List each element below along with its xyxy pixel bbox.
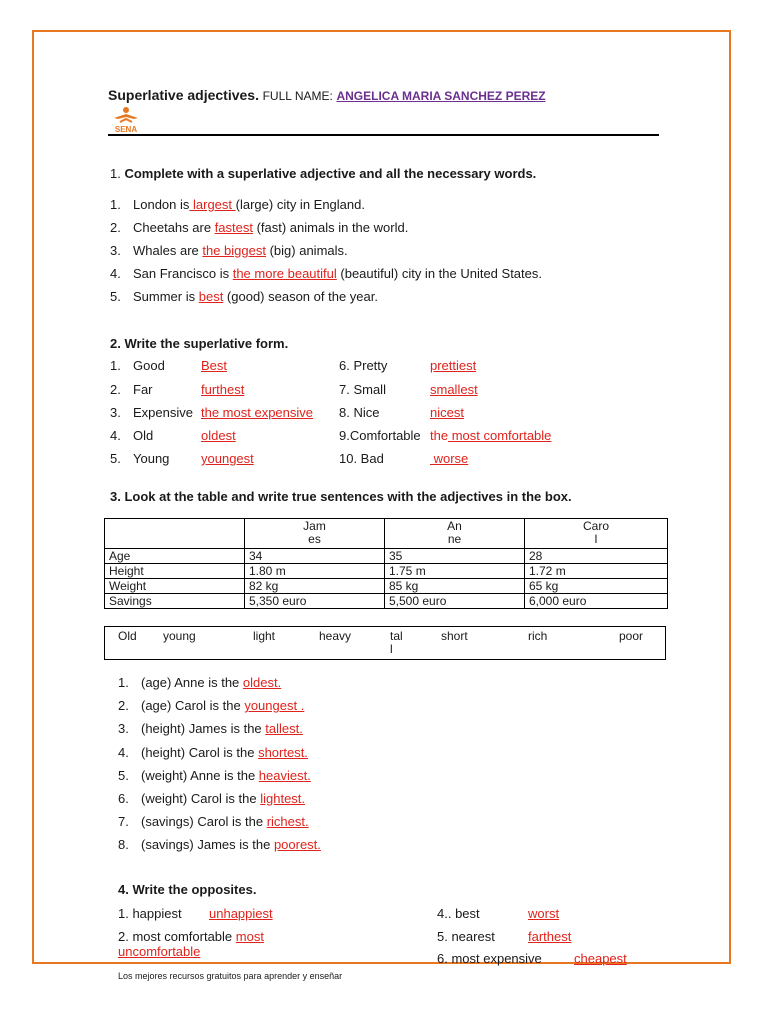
box-word-wrap: l <box>390 642 393 656</box>
item-word: Old <box>133 428 154 443</box>
list-item <box>339 405 464 421</box>
answer: unhappiest <box>209 906 273 921</box>
item-number: 4. <box>110 428 121 443</box>
answer: smallest <box>430 382 478 397</box>
footer-text: Los mejores recursos gratuitos para aprender y enseñar <box>118 971 343 981</box>
item-text-pre: London is <box>133 197 190 212</box>
list-item <box>118 929 264 945</box>
header-line: Caro <box>582 519 609 533</box>
item-number: 3. <box>110 243 121 258</box>
box-word: short <box>441 629 468 643</box>
item-word: 8. Nice <box>339 405 380 420</box>
item-text-post: (big) animals. <box>265 243 348 258</box>
table-cell: Height <box>105 564 245 579</box>
table-cell: 1.72 m <box>525 564 668 579</box>
list-item <box>110 451 254 467</box>
item-word: 6. Pretty <box>339 358 388 373</box>
item-word: 6. most expensive <box>437 951 542 966</box>
item-number: 2. <box>110 220 121 235</box>
table-cell: 5,500 euro <box>385 594 525 609</box>
list-item <box>118 745 308 761</box>
item-word: 4.. best <box>437 906 480 921</box>
item-word: Far <box>133 382 153 397</box>
item-text-pre: (height) Carol is the <box>141 744 259 760</box>
answer: most comfortable <box>448 428 552 443</box>
table-header <box>105 519 245 549</box>
table-cell: 65 kg <box>525 579 668 594</box>
answer: the more beautiful <box>232 266 337 281</box>
item-word: 10. Bad <box>339 451 384 466</box>
answer: the biggest <box>202 243 266 258</box>
section4-heading: 4. Write the opposites. <box>118 882 257 897</box>
item-text-pre: (age) Carol is the <box>141 698 245 714</box>
table-row <box>105 594 668 609</box>
item-number: 4. <box>118 744 129 760</box>
box-word: tal <box>390 629 403 643</box>
list-item <box>110 405 313 421</box>
item-text-pre: Summer is <box>133 289 199 304</box>
answer: worse <box>430 451 469 466</box>
item-number: 6. <box>118 791 129 806</box>
list-item <box>110 289 378 305</box>
table-cell: 6,000 euro <box>525 594 668 609</box>
table-cell: 35 <box>385 549 525 564</box>
table-cell: 5,350 euro <box>245 594 385 609</box>
table-row <box>105 564 668 579</box>
list-item <box>110 266 542 282</box>
item-number: 4. <box>110 266 121 281</box>
list-item <box>110 197 365 213</box>
answer: the most expensive <box>201 405 314 420</box>
list-item <box>110 382 244 398</box>
header-line: es <box>308 532 321 546</box>
list-item <box>118 791 305 807</box>
answer: furthest <box>201 382 245 397</box>
item-number: 3. <box>118 721 129 737</box>
box-word: poor <box>619 629 644 643</box>
item-text-pre: (weight) Anne is the <box>141 767 259 783</box>
list-item <box>110 358 227 374</box>
item-text-pre: Whales are <box>133 243 203 258</box>
item-word: 5. nearest <box>437 929 495 944</box>
item-word: Good <box>133 358 165 373</box>
item-text-pre: Cheetahs are <box>133 220 215 235</box>
header <box>108 87 546 104</box>
item-number: 8. <box>118 837 129 853</box>
answer: heaviest. <box>258 767 311 783</box>
list-item <box>437 929 571 945</box>
table-cell: 82 kg <box>245 579 385 594</box>
answer: oldest. <box>242 675 282 690</box>
item-word: 9.Comfortable <box>339 428 421 443</box>
table-cell: 1.75 m <box>385 564 525 579</box>
table-cell: Savings <box>105 594 245 609</box>
list-item <box>110 243 348 259</box>
list-item <box>118 768 311 784</box>
answer: nicest <box>430 405 464 420</box>
list-item <box>339 382 478 398</box>
table-cell: 1.80 m <box>245 564 385 579</box>
item-number: 5. <box>110 289 121 304</box>
list-item <box>118 837 321 853</box>
item-text-post: (fast) animals in the world. <box>252 220 409 235</box>
answer: richest. <box>266 814 309 830</box>
list-item <box>118 698 304 714</box>
section3-heading: 3. Look at the table and write true sentences with the adjectives in the box. <box>110 489 572 504</box>
item-number: 3. <box>110 405 121 420</box>
box-word: light <box>253 629 276 643</box>
header-divider <box>108 134 659 136</box>
answer: fastest <box>214 220 253 235</box>
item-number: 5. <box>118 767 129 783</box>
answer: shortest. <box>258 744 308 760</box>
answer: cheapest <box>574 951 627 966</box>
item-word: Expensive <box>133 405 193 420</box>
answer: Best <box>201 358 228 373</box>
item-text-pre: (age) Anne is the <box>141 675 243 690</box>
item-number: 7. <box>118 814 129 830</box>
box-word: heavy <box>319 629 352 643</box>
item-pre: the <box>430 428 449 443</box>
people-table <box>104 518 668 609</box>
item-word: 1. happiest <box>118 906 182 921</box>
table-cell: 34 <box>245 549 385 564</box>
answer: tallest. <box>265 721 303 737</box>
answer-wrap: uncomfortable <box>118 944 201 959</box>
full-name-label: FULL NAME: <box>262 89 333 103</box>
answer: worst <box>528 906 560 921</box>
item-text-pre: (height) James is the <box>141 721 266 737</box>
answer: most <box>235 929 264 944</box>
answer: best <box>198 289 224 304</box>
answer: oldest <box>201 428 236 443</box>
item-text-pre: (savings) Carol is the <box>141 814 267 830</box>
adjective-box <box>104 626 666 660</box>
header-line: Jam <box>303 519 326 533</box>
item-number: 1. <box>118 675 129 690</box>
box-word: Old <box>118 629 137 643</box>
item-word: 7. Small <box>339 382 386 397</box>
sena-logo-icon <box>108 106 144 134</box>
answer: youngest <box>201 451 254 466</box>
list-item <box>110 220 408 236</box>
section1-heading: 1. Complete with a superlative adjective and all the necessary words. <box>110 166 537 181</box>
answer: youngest . <box>244 698 305 714</box>
list-item <box>339 358 476 374</box>
list-item <box>339 451 468 467</box>
item-text-post: (large) city in England. <box>235 197 365 212</box>
box-word: young <box>163 629 196 643</box>
list-item <box>118 721 303 737</box>
answer: lightest. <box>260 791 306 806</box>
item-text-post: (beautiful) city in the United States. <box>336 266 542 281</box>
item-number: 5. <box>110 451 121 466</box>
item-text-pre: (weight) Carol is the <box>141 791 261 806</box>
logo-text: SENA <box>114 125 138 134</box>
list-item <box>118 814 309 830</box>
header-line: ne <box>447 532 462 546</box>
table-header <box>245 519 385 549</box>
table-header <box>525 519 668 549</box>
item-text-post: (good) season of the year. <box>223 289 378 304</box>
list-item <box>437 906 559 922</box>
item-number: 1. <box>110 358 121 373</box>
item-text-pre: (savings) James is the <box>141 837 274 853</box>
table-row <box>105 579 668 594</box>
list-item <box>110 428 236 444</box>
item-word: 2. most comfortable <box>118 929 236 944</box>
answer: farthest <box>528 929 572 944</box>
full-name-value: ANGELICA MARIA SANCHEZ PEREZ <box>336 89 546 103</box>
table-row <box>105 549 668 564</box>
section2-heading: 2. Write the superlative form. <box>110 336 289 351</box>
item-number: 1. <box>110 197 121 212</box>
list-item <box>118 675 281 691</box>
answer: largest <box>189 197 236 212</box>
table-header <box>385 519 525 549</box>
answer: poorest. <box>273 837 321 853</box>
table-cell: Age <box>105 549 245 564</box>
item-number: 2. <box>118 698 129 714</box>
item-number: 2. <box>110 382 121 397</box>
table-cell: Weight <box>105 579 245 594</box>
page-title: Superlative adjectives. <box>108 87 259 103</box>
table-cell: 85 kg <box>385 579 525 594</box>
answer: prettiest <box>430 358 477 373</box>
header-line: An <box>447 519 462 533</box>
list-item <box>339 428 551 444</box>
list-item <box>437 951 627 967</box>
item-word: Young <box>133 451 170 466</box>
table-cell: 28 <box>525 549 668 564</box>
item-text-pre: San Francisco is <box>133 266 233 281</box>
list-item <box>118 906 273 922</box>
header-line: l <box>594 532 598 546</box>
box-word: rich <box>528 629 548 643</box>
